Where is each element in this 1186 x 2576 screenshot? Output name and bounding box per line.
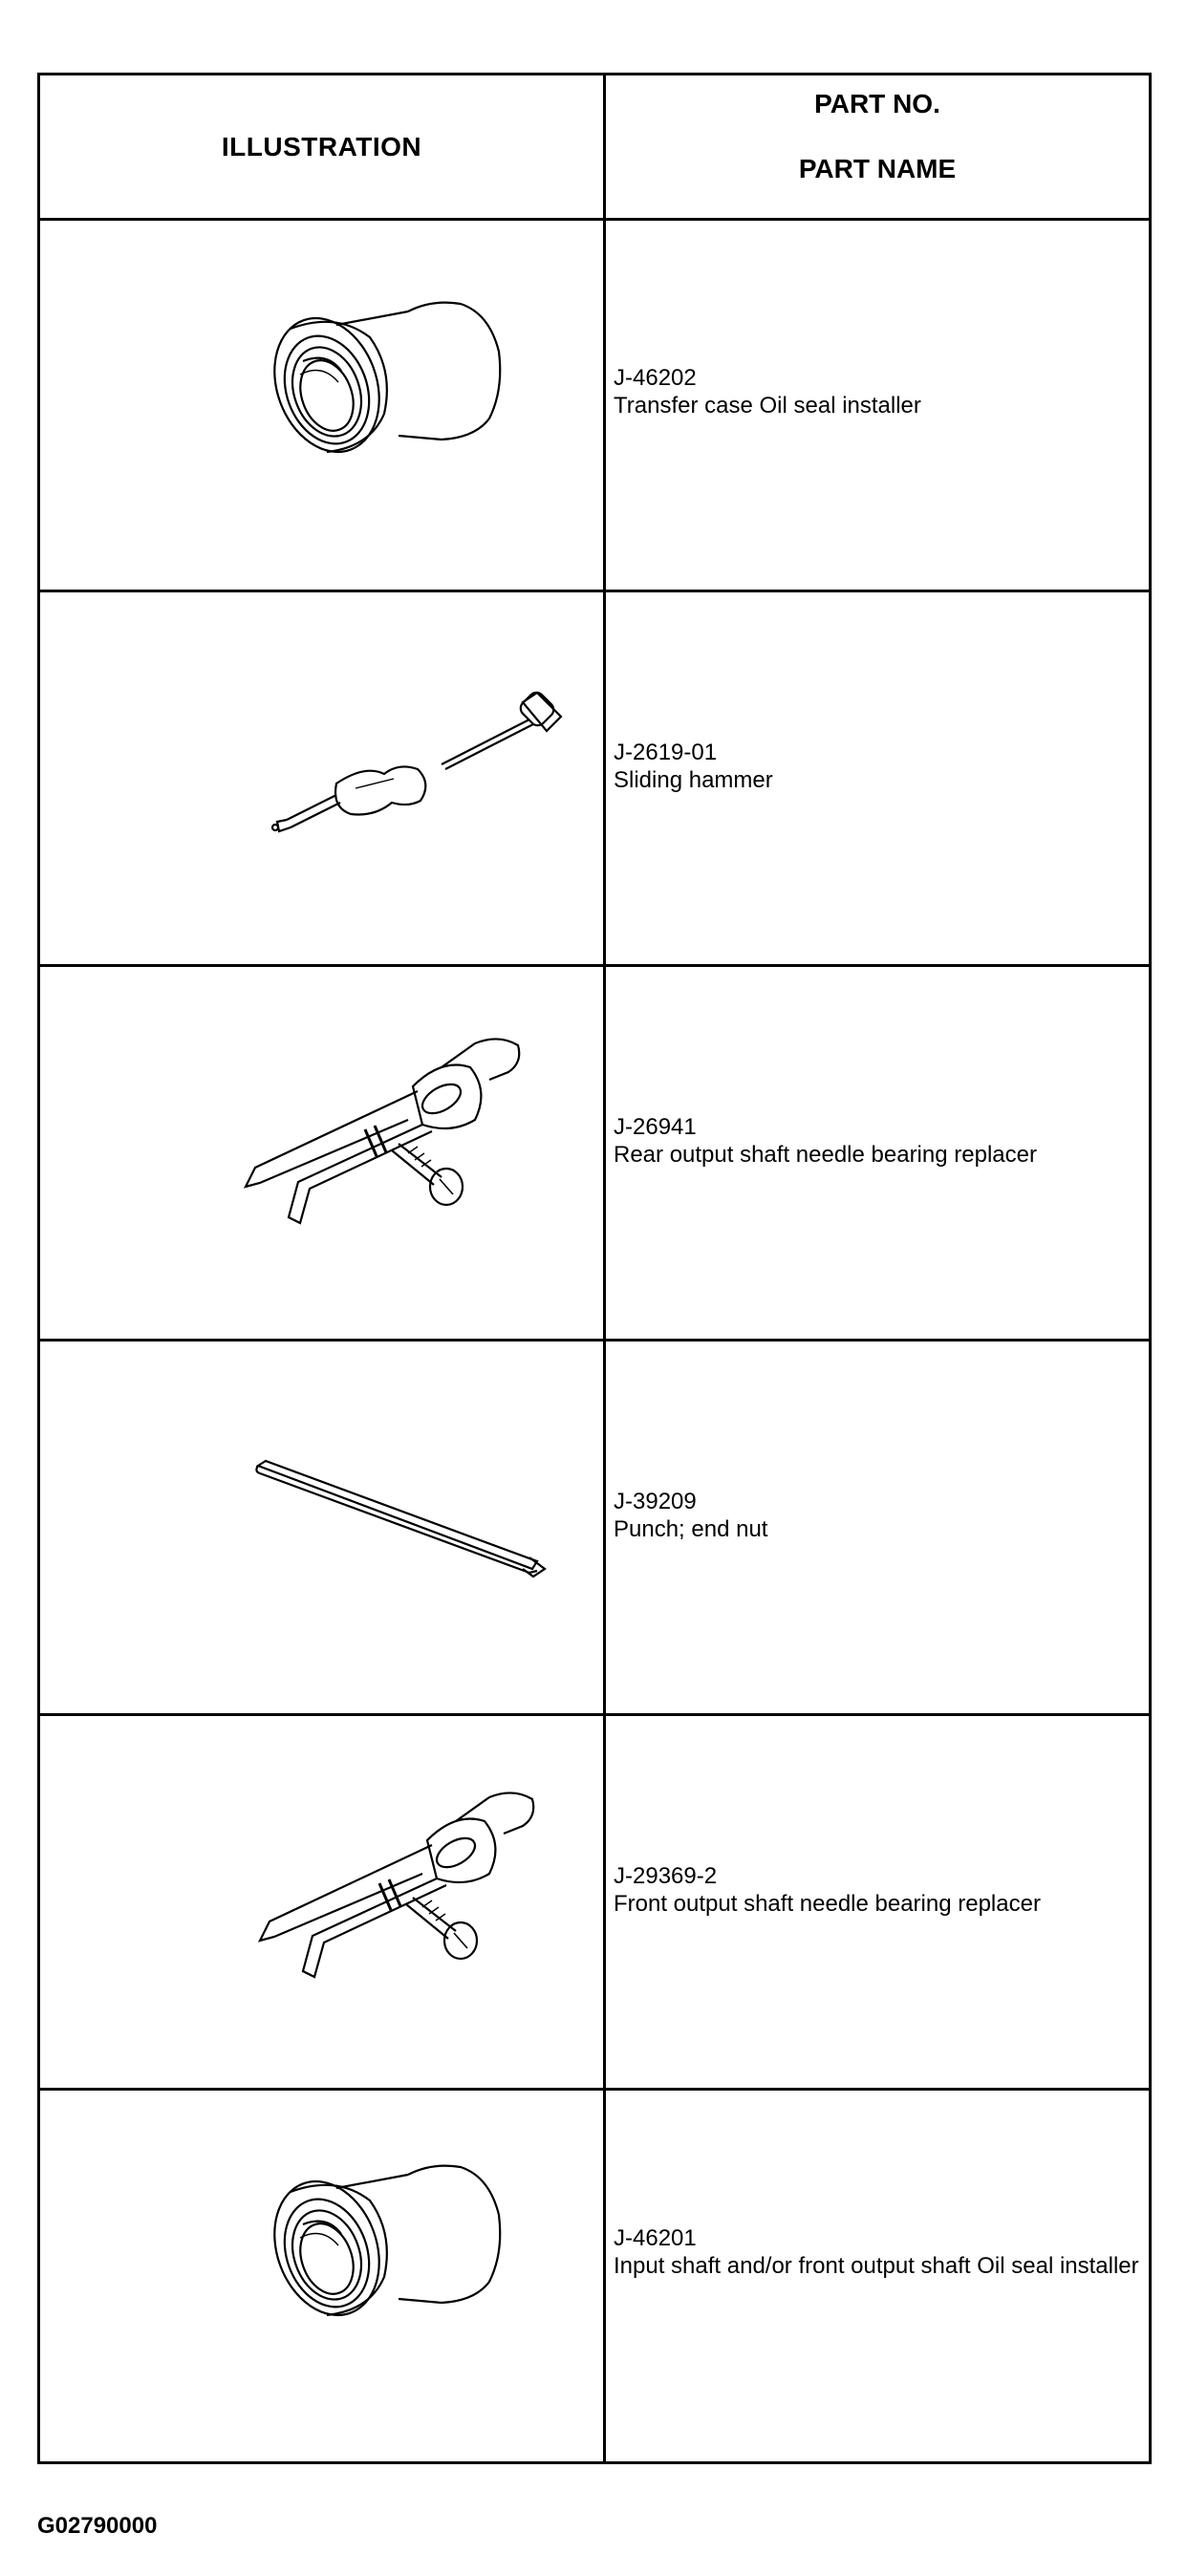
oil-seal-installer-icon bbox=[40, 218, 603, 590]
oil-seal-installer-icon bbox=[40, 2091, 603, 2461]
part-name: Transfer case Oil seal installer bbox=[614, 393, 921, 419]
table-header bbox=[40, 75, 1149, 221]
part-number: J-26941 bbox=[614, 1114, 697, 1140]
part-number: J-39209 bbox=[614, 1489, 697, 1514]
part-name-header: PART NAME bbox=[798, 154, 957, 183]
illustration-header: ILLUSTRATION bbox=[221, 131, 422, 161]
table-row bbox=[40, 1716, 1149, 2091]
part-name: Rear output shaft needle bearing replacer bbox=[614, 1142, 1037, 1168]
part-info bbox=[614, 739, 1139, 794]
part-name: Punch; end nut bbox=[614, 1516, 768, 1542]
table-row bbox=[40, 592, 1149, 967]
table-row bbox=[40, 1342, 1149, 1716]
part-info bbox=[614, 1488, 1139, 1543]
column-divider bbox=[603, 75, 606, 2461]
part-number: J-46201 bbox=[614, 2225, 697, 2251]
table-row bbox=[40, 967, 1149, 1342]
part-name: Sliding hammer bbox=[614, 767, 773, 793]
part-number: J-46202 bbox=[614, 365, 697, 391]
punch-icon bbox=[40, 1342, 603, 1713]
part-header bbox=[606, 75, 1149, 218]
table-row bbox=[40, 218, 1149, 592]
table-row bbox=[40, 2091, 1149, 2464]
part-info bbox=[614, 364, 1139, 419]
part-name: Front output shaft needle bearing replacer bbox=[614, 1891, 1041, 1917]
part-name: Input shaft and/or front output shaft Oil seal installer bbox=[614, 2253, 1139, 2279]
part-number: J-29369-2 bbox=[614, 1863, 718, 1889]
figure-id: G02790000 bbox=[37, 2513, 158, 2539]
bearing-replacer-icon bbox=[40, 1716, 603, 2088]
part-info bbox=[614, 2224, 1139, 2280]
part-number: J-2619-01 bbox=[614, 740, 718, 765]
bearing-replacer-icon bbox=[40, 967, 603, 1339]
sliding-hammer-icon bbox=[40, 592, 603, 964]
special-tools-table bbox=[37, 73, 1152, 2464]
part-info bbox=[614, 1113, 1139, 1169]
part-no-header: PART NO. bbox=[814, 89, 940, 118]
part-info bbox=[614, 1862, 1139, 1918]
